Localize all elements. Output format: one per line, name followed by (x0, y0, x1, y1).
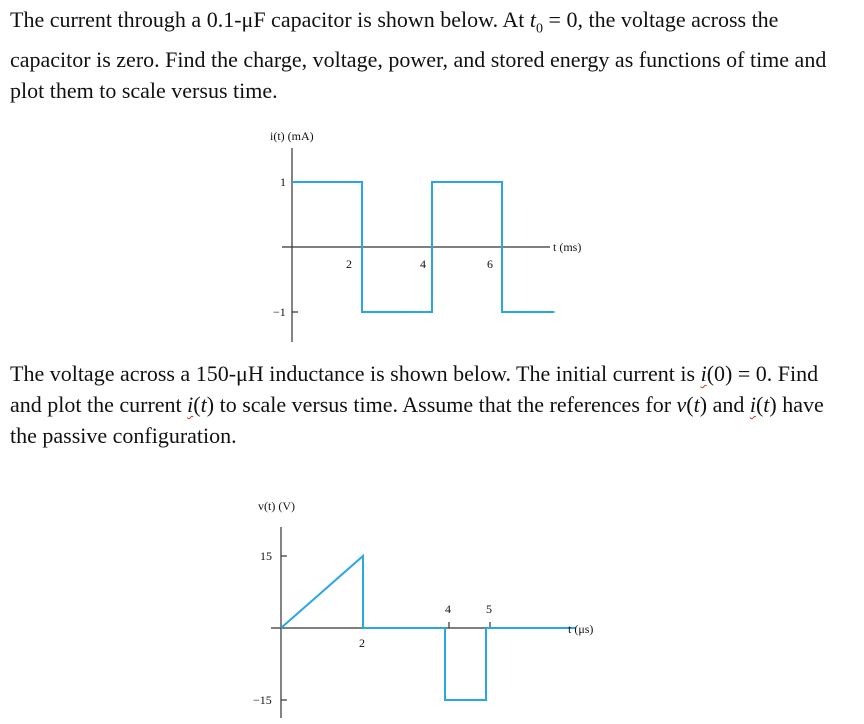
problem-2-text: The voltage across a 150-μH inductance is shown below. The initial current is i(0) = 0. Find and plot the current i(t) to scale versus time. Assume that the references for v(t) and i(t) have the passive configuration. (10, 361, 824, 448)
c1-xtick-label-6: 6 (487, 257, 493, 271)
c2-ytick-label-pos: 15 (260, 549, 272, 563)
c2-ylabel: v(t) (V) (258, 499, 295, 513)
c1-ylabel: i(t) (mA) (270, 129, 314, 143)
c2-xlabel: t (μs) (568, 622, 594, 636)
c2-xtick-label-5: 5 (486, 602, 492, 616)
c1-ytick-label-neg: −1 (273, 305, 286, 319)
c1-ytick-label-pos: 1 (280, 175, 286, 189)
problem-1-text: The current through a 0.1-μF capacitor is shown below. At $t_0 = 0$, the voltage across the capacitor is zero. Find the charge, voltage, power, and stored energy as functions of time and plot them to scale versus time. (10, 7, 827, 104)
c1-xtick-label-2: 2 (346, 257, 352, 271)
c1-xlabel: t (ms) (553, 240, 582, 254)
c1-xtick-label-4: 4 (420, 257, 426, 271)
c2-ytick-label-neg: −15 (253, 693, 272, 707)
c2-xtick-label-4: 4 (445, 602, 451, 616)
c2-xtick-label-2: 2 (359, 636, 365, 650)
